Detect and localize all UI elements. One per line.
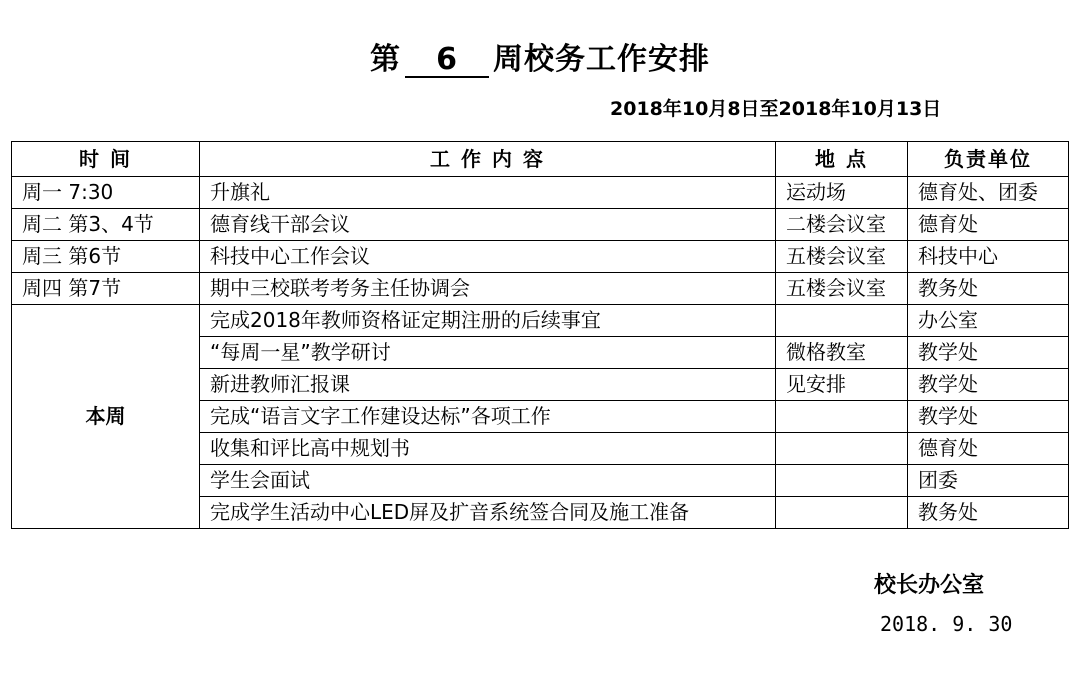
- table-row: [12, 177, 1069, 209]
- cell-unit: 教学处: [908, 337, 1069, 369]
- cell-location: [776, 433, 908, 465]
- header-location: 地 点: [776, 142, 908, 177]
- cell-location: [776, 497, 908, 529]
- cell-location: [776, 465, 908, 497]
- cell-content: 期中三校联考考务主任协调会: [200, 273, 776, 305]
- cell-unit: 教务处: [908, 497, 1069, 529]
- schedule-table: [11, 141, 1069, 529]
- cell-content: 完成学生活动中心LED屏及扩音系统签合同及施工准备: [200, 497, 776, 529]
- cell-content: 科技中心工作会议: [200, 241, 776, 273]
- cell-unit: 德育处、团委: [908, 177, 1069, 209]
- table-header-row: [12, 142, 1069, 177]
- cell-unit: 德育处: [908, 433, 1069, 465]
- header-unit: 负责单位: [908, 142, 1069, 177]
- cell-content: 收集和评比高中规划书: [200, 433, 776, 465]
- cell-time: 周二 第3、4节: [12, 209, 200, 241]
- cell-unit: 教学处: [908, 369, 1069, 401]
- title-suffix: 周校务工作安排: [493, 42, 710, 77]
- week-number: 6: [405, 44, 489, 78]
- cell-unit: 教务处: [908, 273, 1069, 305]
- cell-location: 五楼会议室: [776, 241, 908, 273]
- title-prefix: 第: [370, 42, 401, 77]
- table-row: [12, 209, 1069, 241]
- cell-location: 二楼会议室: [776, 209, 908, 241]
- date-range: 2018年10月8日至2018年10月13日: [610, 98, 942, 120]
- cell-unit: 科技中心: [908, 241, 1069, 273]
- cell-content: 升旗礼: [200, 177, 776, 209]
- cell-content: “每周一星”教学研讨: [200, 337, 776, 369]
- cell-location: 运动场: [776, 177, 908, 209]
- cell-unit: 德育处: [908, 209, 1069, 241]
- cell-content: 新进教师汇报课: [200, 369, 776, 401]
- page-title: [0, 40, 1080, 80]
- table-row: [12, 241, 1069, 273]
- cell-location: [776, 305, 908, 337]
- table-row: [12, 305, 1069, 337]
- cell-unit: 教学处: [908, 401, 1069, 433]
- cell-location: 五楼会议室: [776, 273, 908, 305]
- cell-time: 周四 第7节: [12, 273, 200, 305]
- cell-content: 学生会面试: [200, 465, 776, 497]
- cell-content: 完成“语言文字工作建设达标”各项工作: [200, 401, 776, 433]
- table-row: [12, 273, 1069, 305]
- cell-unit: 办公室: [908, 305, 1069, 337]
- cell-location: [776, 401, 908, 433]
- cell-location: 见安排: [776, 369, 908, 401]
- cell-unit: 团委: [908, 465, 1069, 497]
- cell-time: 周三 第6节: [12, 241, 200, 273]
- issue-date: 2018. 9. 30: [880, 612, 1013, 636]
- cell-time: 周一 7:30: [12, 177, 200, 209]
- header-time: 时 间: [12, 142, 200, 177]
- cell-content: 德育线干部会议: [200, 209, 776, 241]
- cell-location: 微格教室: [776, 337, 908, 369]
- cell-content: 完成2018年教师资格证定期注册的后续事宜: [200, 305, 776, 337]
- header-content: 工 作 内 容: [200, 142, 776, 177]
- week-label-cell: 本周: [12, 305, 200, 529]
- issuing-office: 校长办公室: [874, 573, 985, 598]
